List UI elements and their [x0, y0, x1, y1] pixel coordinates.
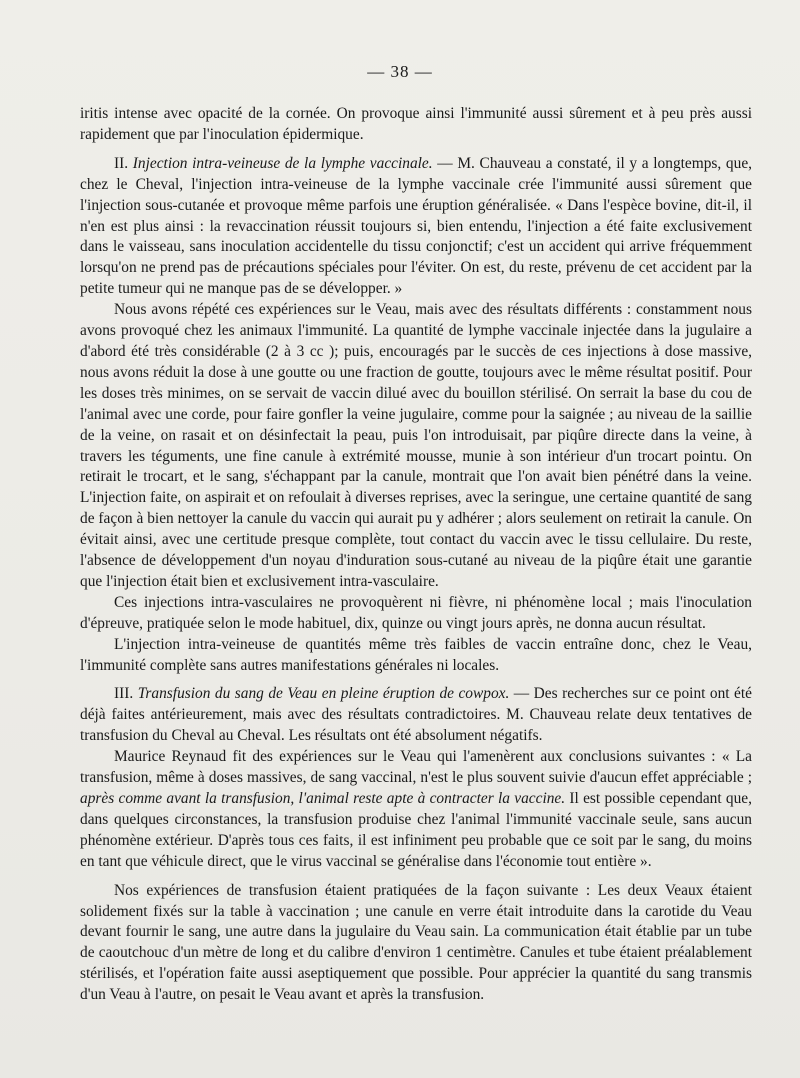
section-2-title: Injection intra-veineuse de la lymphe vaccinale. [132, 154, 433, 172]
section-3-number: III. [114, 685, 134, 703]
paragraph-7-start: Maurice Reynaud fit des expériences sur le Veau qui l'amenèrent aux conclusions suivantes : « La transfusion, même à doses massives, de sang vaccinal, n'est le plus souvent suivie d'aucun effet appréciable ; [80, 748, 752, 787]
paragraph-7-italic-quote: après comme avant la transfusion, l'animal reste apte à contracter la vaccine. [80, 790, 566, 807]
paragraph-1: iritis intense avec opacité de la cornée. On provoque ainsi l'immunité aussi sûrement et à peu près aussi rapidement que par l'inoculation épidermique. [80, 105, 752, 143]
paragraph-7-end: Il est possible cependant que, dans quelques circonstances, la transfusion produise chez l'animal l'immunité vaccinale seule, sans aucun phénomène extérieur. D'après tous ces faits, il est infiniment peu probable que ce soit par le sang, du moins en tant que véhicule direct, que le virus vaccinal se généralise dans l'économie tout entière ». [80, 790, 752, 870]
paragraph-section-2 [80, 154, 752, 300]
section-2-number: II. [114, 154, 129, 172]
paragraph-7 [80, 747, 752, 872]
paragraph-section-3 [80, 684, 752, 747]
section-3-text: — Des recherches sur ce point ont été déjà faites antérieurement, mais avec des résultats contradictoires. M. Chauveau relate deux tentatives de transfusion du Cheval au Cheval. Les résultats ont été absolument négatifs. [80, 685, 752, 745]
page-number: — 38 — [367, 62, 433, 81]
paragraph-3: Nous avons répété ces expériences sur le Veau, mais avec des résultats différents : constamment nous avons provoqué chez les animaux l'immunité. La quantité de lymphe vaccinale injectée dans la jugulaire a d'abord été très considérable (2 à 3 cc ); puis, encouragés par le succès de ces injections à dose massive, nous avons réduit la dose à une goutte ou une fraction de goutte, toujours avec le même résultat positif. Pour les doses très minimes, on se servait de vaccin dilué avec du bouillon stérilisé. On serrait la base du cou de l'animal avec une corde, pour faire gonfler la veine jugulaire, comme pour la saignée ; au niveau de la saillie de la veine, on rasait et on désinfectait la peau, puis l'on introduisait, par piqûre directe dans la veine, à travers les téguments, une fine canule à extrémité mousse, munie à son intérieur d'un trocart pointu. On retirait le trocart, et le sang, s'échappant par la canule, montrait que l'on avait bien pénétré dans la veine. L'injection faite, on aspirait et on refoulait à diverses reprises, avec la seringue, une certaine quantité de sang de façon à bien nettoyer la canule du vaccin qui aurait pu y adhérer ; alors seulement on retirait la canule. On évitait ainsi, avec une certitude presque complète, tout contact du vaccin avec le tissu cellulaire. Du reste, l'absence de développement d'un noyau d'induration sous-cutané au niveau de la piqûre était une garantie que l'injection était bien et exclusivement intra-vasculaire. [80, 301, 752, 590]
body-text [80, 104, 752, 1006]
section-2-text: — M. Chauveau a constaté, il y a longtemps, que, chez le Cheval, l'injection intra-veineuse de la lymphe vaccinale crée l'immunité aussi sûrement que l'injection sous-cutanée et provoque même parfois une éruption généralisée. « Dans l'espèce bovine, dit-il, il n'en est plus ainsi : la revaccination réussit toujours si, bien entendu, l'injection a été faite exclusivement dans le vaisseau, sans inoculation accidentelle du tissu conjonctif; c'est un accident qui arrive fréquemment lorsqu'on ne prend pas de précautions spéciales pour l'éviter. On est, du reste, prévenu de cet accident par la petite tumeur qui ne manque pas de se développer. » [80, 154, 752, 298]
paragraph-8: Nos expériences de transfusion étaient pratiquées de la façon suivante : Les deux Veaux étaient solidement fixés sur la table à vaccination ; une canule en verre était introduite dans la carotide du Veau devant fournir le sang, une autre dans la jugulaire du Veau sain. La communication était établie par un tube de caoutchouc d'un mètre de long et du calibre d'environ 1 centimètre. Canules et tube étaient préalablement stérilisés, et l'opération faite aussi aseptiquement que possible. Pour apprécier la quantité du sang transmis d'un Veau à l'autre, on pesait le Veau avant et après la transfusion. [80, 881, 752, 1004]
paragraph-5: L'injection intra-veineuse de quantités même très faibles de vaccin entraîne donc, chez le Veau, l'immunité complète sans autres manifestations générales ni locales. [80, 635, 752, 674]
paragraph-4: Ces injections intra-vasculaires ne provoquèrent ni fièvre, ni phénomène local ; mais l'inoculation d'épreuve, pratiquée selon le mode habituel, dix, quinze ou vingt jours après, ne donna aucun résultat. [80, 593, 752, 632]
section-3-title: Transfusion du sang de Veau en pleine éruption de cowpox. [137, 685, 510, 703]
